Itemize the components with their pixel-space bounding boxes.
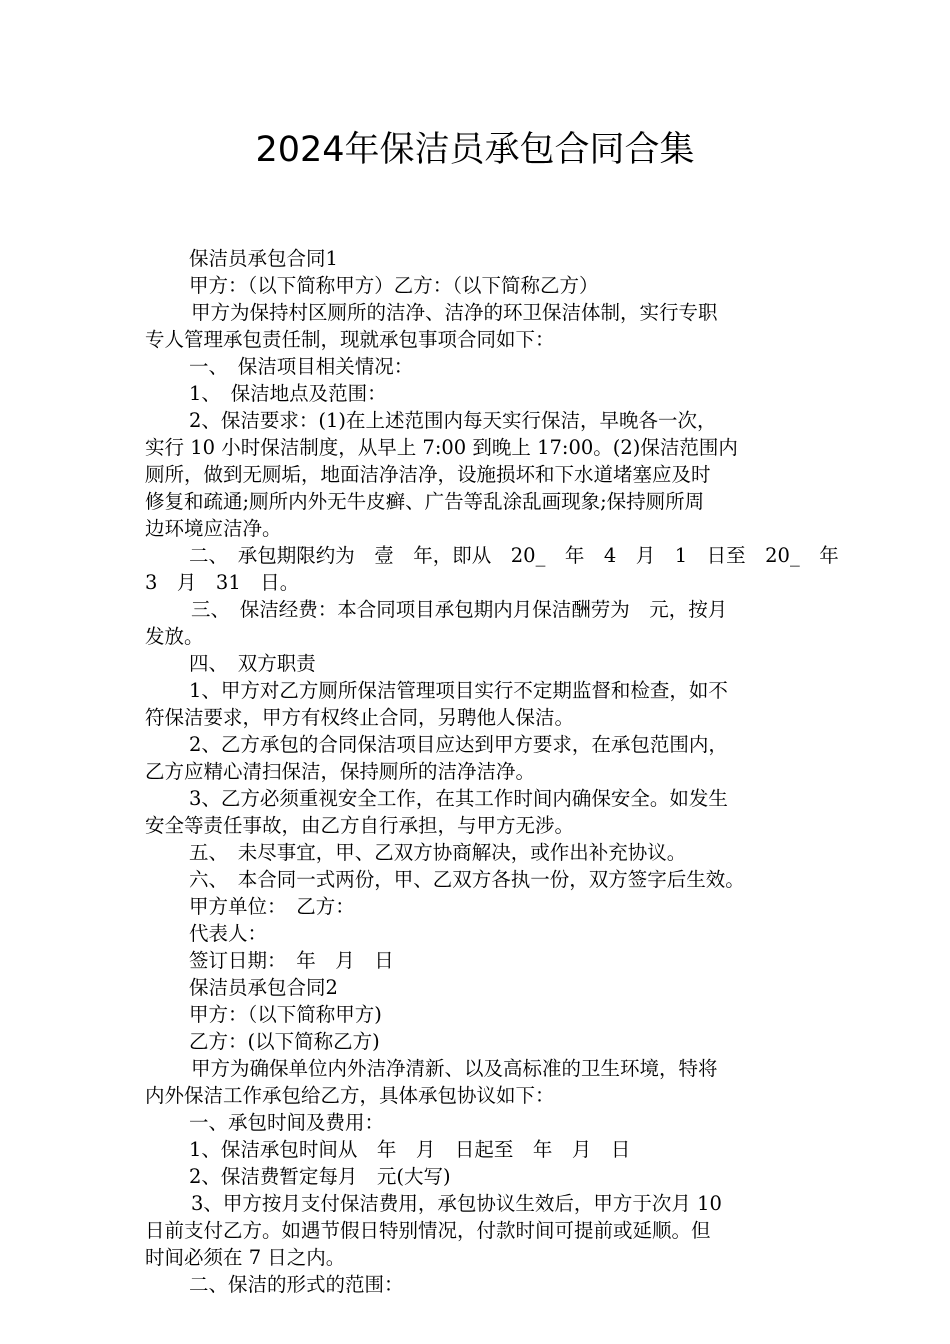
text-line: 实行 10 小时保洁制度，从早上 7:00 到晚上 17:00。(2)保洁范围内 xyxy=(145,436,738,459)
text-line: 时间必须在 7 日之内。 xyxy=(145,1246,346,1269)
text-line: 边环境应洁净。 xyxy=(145,517,282,540)
text-line: 符保洁要求，甲方有权终止合同，另聘他人保洁。 xyxy=(145,706,575,729)
text-line: 甲方：（以下简称甲方）乙方：（以下简称乙方） xyxy=(189,274,599,297)
text-line: 1、保洁承包时间从 年 月 日起至 年 月 日 xyxy=(189,1138,631,1161)
text-line: 保洁员承包合同1 xyxy=(189,247,338,270)
text-line: 2、乙方承包的合同保洁项目应达到甲方要求，在承包范围内， xyxy=(189,733,728,756)
text-line: 六、 本合同一式两份，甲、乙双方各执一份，双方签字后生效。 xyxy=(189,868,745,891)
text-line: 专人管理承包责任制，现就承包事项合同如下： xyxy=(145,328,555,351)
text-line: 1、甲方对乙方厕所保洁管理项目实行不定期监督和检查，如不 xyxy=(189,679,728,702)
text-line: 甲方单位： 乙方： xyxy=(189,895,355,918)
text-line: 二、 承包期限约为 壹 年，即从 20_ 年 4 月 1 日至 20_ 年 xyxy=(189,544,839,567)
text-line: 甲方为确保单位内外洁净清新、以及高标准的卫生环境，特将 xyxy=(191,1057,718,1080)
document-body xyxy=(145,245,839,1298)
text-line: 厕所，做到无厕垢，地面洁净洁净，设施损坏和下水道堵塞应及时 xyxy=(145,463,711,486)
text-line: 1、 保洁地点及范围： xyxy=(189,382,387,405)
text-line: 3、甲方按月支付保洁费用，承包协议生效后，甲方于次月 10 xyxy=(191,1192,722,1215)
document-title: 2024年保洁员承包合同合集 xyxy=(255,130,695,170)
text-line: 三、 保洁经费：本合同项目承包期内月保洁酬劳为 元，按月 xyxy=(191,598,728,621)
text-line: 一、承包时间及费用： xyxy=(189,1111,385,1134)
text-line: 甲方为保持村区厕所的洁净、洁净的环卫保洁体制，实行专职 xyxy=(191,301,718,324)
text-line: 乙方：(以下简称乙方) xyxy=(189,1030,380,1053)
text-line: 修复和疏通;厕所内外无牛皮癣、广告等乱涂乱画现象;保持厕所周 xyxy=(145,490,705,513)
text-line: 保洁员承包合同2 xyxy=(189,976,338,999)
text-line: 发放。 xyxy=(145,625,204,648)
text-line: 二、保洁的形式的范围： xyxy=(189,1273,404,1296)
text-line: 代表人： xyxy=(189,922,268,945)
text-line: 日前支付乙方。如遇节假日特别情况，付款时间可提前或延顺。但 xyxy=(145,1219,711,1242)
text-line: 甲方：（以下简称甲方) xyxy=(189,1003,382,1026)
text-line: 安全等责任事故，由乙方自行承担，与甲方无涉。 xyxy=(145,814,575,837)
text-line: 乙方应精心清扫保洁，保持厕所的洁净洁净。 xyxy=(145,760,536,783)
text-line: 一、 保洁项目相关情况： xyxy=(189,355,414,378)
text-line: 四、 双方职责 xyxy=(189,652,316,675)
text-line: 五、 未尽事宜，甲、乙双方协商解决，或作出补充协议。 xyxy=(189,841,687,864)
text-line: 2、保洁要求：(1)在上述范围内每天实行保洁，早晚各一次， xyxy=(189,409,717,432)
text-line: 内外保洁工作承包给乙方，具体承包协议如下： xyxy=(145,1084,555,1107)
text-line: 2、保洁费暂定每月 元(大写) xyxy=(189,1165,451,1188)
text-line: 签订日期： 年 月 日 xyxy=(189,949,394,972)
text-line: 3 月 31 日。 xyxy=(145,571,300,594)
text-line: 3、乙方必须重视安全工作，在其工作时间内确保安全。如发生 xyxy=(189,787,728,810)
